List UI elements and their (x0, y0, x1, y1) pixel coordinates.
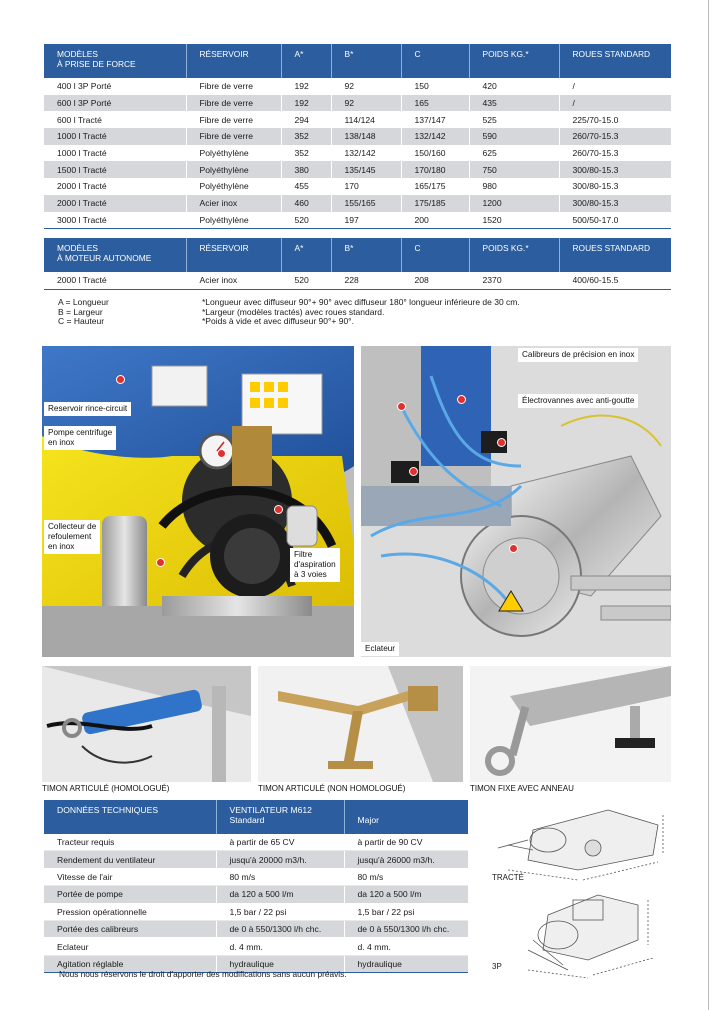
table-cell: 228 (331, 272, 401, 289)
table-cell: 980 (469, 178, 559, 195)
callout-electrovannes: Électrovannes avec anti-goutte (518, 394, 638, 408)
legend-line: B = Largeur (58, 306, 103, 317)
col-header: B* (331, 238, 401, 272)
callout-dot (156, 558, 165, 567)
table-cell: Fibre de verre (186, 78, 281, 95)
timon-illustration (258, 666, 463, 782)
table-cell: 192 (281, 78, 331, 95)
table-cell: de 0 à 550/1300 l/h chc. (344, 920, 468, 937)
table-cell: 300/80-15.3 (559, 161, 671, 178)
sprayer-dimension-diagram (488, 800, 671, 980)
table-cell: Polyéthylène (186, 212, 281, 229)
photo-pump-assembly (42, 346, 354, 657)
table-cell: Polyéthylène (186, 161, 281, 178)
table-cell: 352 (281, 128, 331, 145)
table-cell: Portée des calibreurs (44, 920, 216, 937)
table-cell: Acier inox (186, 272, 281, 289)
table-cell: 165 (401, 95, 469, 112)
table-cell: 192 (281, 95, 331, 112)
table-row (44, 95, 671, 112)
spec-table-header (44, 238, 671, 272)
col-header: ROUES STANDARD (559, 44, 671, 78)
callout-filtre: Filtre d'aspiration à 3 voies (290, 548, 340, 582)
col-header: DONNÉES TECHNIQUES (44, 800, 216, 834)
table-cell: à partir de 90 CV (344, 834, 468, 851)
col-header: POIDS KG.* (469, 44, 559, 78)
table-cell: Polyéthylène (186, 145, 281, 162)
table-cell: 625 (469, 145, 559, 162)
callout-calibreurs: Calibreurs de précision en inox (518, 348, 638, 362)
table-cell: de 0 à 550/1300 l/h chc. (216, 920, 344, 937)
table-cell: 520 (281, 212, 331, 229)
table-cell: hydraulique (216, 955, 344, 972)
table-cell: 138/148 (331, 128, 401, 145)
table-row (44, 111, 671, 128)
table-cell: 114/124 (331, 111, 401, 128)
photo-timon-fixe (470, 666, 671, 782)
table-cell: Acier inox (186, 195, 281, 212)
table-cell: 260/70-15.3 (559, 145, 671, 162)
col-header: ROUES STANDARD (559, 238, 671, 272)
table-cell: jusqu'à 26000 m3/h. (344, 851, 468, 868)
table-cell: 1,5 bar / 22 psi (216, 903, 344, 920)
col-header: A* (281, 44, 331, 78)
callout-eclateur: Eclateur (361, 642, 399, 656)
table-cell: 352 (281, 145, 331, 162)
table-cell: 1520 (469, 212, 559, 229)
legend-line: C = Hauteur (58, 316, 105, 327)
table-row (44, 128, 671, 145)
table-cell: 500/50-17.0 (559, 212, 671, 229)
table-cell: 2000 l Tracté (44, 178, 186, 195)
table-cell: à partir de 65 CV (216, 834, 344, 851)
table-cell: 520 (281, 272, 331, 289)
spec-table-engine (44, 238, 671, 290)
table-row (44, 145, 671, 162)
spec-table-header (44, 44, 671, 78)
table-cell: 460 (281, 195, 331, 212)
col-header: A* (281, 238, 331, 272)
table-cell: 1000 l Tracté (44, 128, 186, 145)
table-cell: 1000 l Tracté (44, 145, 186, 162)
table-cell: 208 (401, 272, 469, 289)
table-cell: 525 (469, 111, 559, 128)
table-cell: Eclateur (44, 938, 216, 955)
table-row (44, 851, 468, 868)
table-cell: 2000 l Tracté (44, 195, 186, 212)
pump-illustration (42, 346, 354, 657)
table-cell: 590 (469, 128, 559, 145)
col-header: MODÈLES À MOTEUR AUTONOME (44, 238, 186, 272)
table-row (44, 903, 468, 920)
table-cell: 260/70-15.3 (559, 128, 671, 145)
table-cell: hydraulique (344, 955, 468, 972)
table-cell: 155/165 (331, 195, 401, 212)
table-row (44, 78, 671, 95)
table-cell: d. 4 mm. (344, 938, 468, 955)
callout-pompe: Pompe centrifuge en inox (44, 426, 116, 450)
caption-timon-2: TIMON ARTICULÉ (NON HOMOLOGUÉ) (258, 784, 406, 793)
footer-note: Nous nous réservons le droit d'apporter des modifications sans aucun préavis. (59, 969, 347, 979)
col-header: Major (344, 800, 468, 834)
col-header: B* (331, 44, 401, 78)
footnote-line: *Longueur avec diffuseur 90°+ 90° avec diffuseur 180° longueur inférieure de 30 cm. (202, 297, 520, 307)
table-cell: 400/60-15.5 (559, 272, 671, 289)
table-cell: Rendement du ventilateur (44, 851, 216, 868)
col-header: RÉSERVOIR (186, 44, 281, 78)
table-cell: 750 (469, 161, 559, 178)
table-cell: d. 4 mm. (216, 938, 344, 955)
table-cell: 175/185 (401, 195, 469, 212)
caption-timon-1: TIMON ARTICULÉ (HOMOLOGUÉ) (42, 784, 170, 793)
table-cell: 420 (469, 78, 559, 95)
table-row (44, 938, 468, 955)
col-header: C (401, 44, 469, 78)
table-cell: 170/180 (401, 161, 469, 178)
table-cell: 455 (281, 178, 331, 195)
col-header: RÉSERVOIR (186, 238, 281, 272)
table-row (44, 834, 468, 851)
table-cell: 150 (401, 78, 469, 95)
table-cell: Tracteur requis (44, 834, 216, 851)
tech-data-table (44, 800, 468, 973)
table-row (44, 178, 671, 195)
table-cell: Fibre de verre (186, 95, 281, 112)
callout-dot (497, 438, 506, 447)
dimension-diagrams (488, 800, 671, 980)
callout-dot (509, 544, 518, 553)
table-cell: 435 (469, 95, 559, 112)
callout-dot (457, 395, 466, 404)
col-header: C (401, 238, 469, 272)
table-row (44, 886, 468, 903)
photo-valves-assembly (361, 346, 671, 657)
legend-line: A = Longueur (58, 297, 109, 307)
table-cell: 197 (331, 212, 401, 229)
table-cell: Fibre de verre (186, 111, 281, 128)
table-cell: Vitesse de l'air (44, 868, 216, 885)
table-cell: 135/145 (331, 161, 401, 178)
timon-illustration (42, 666, 251, 782)
callout-dot (116, 375, 125, 384)
table-cell: 600 l 3P Porté (44, 95, 186, 112)
legend-footnotes (202, 298, 520, 327)
table-cell: 92 (331, 95, 401, 112)
table-cell: 1500 l Tracté (44, 161, 186, 178)
table-cell: jusqu'à 20000 m3/h. (216, 851, 344, 868)
table-cell: 132/142 (401, 128, 469, 145)
spec-table-pto (44, 44, 671, 229)
table-cell: 200 (401, 212, 469, 229)
table-cell: 294 (281, 111, 331, 128)
callout-reservoir: Reservoir rince-circuit (44, 402, 131, 416)
col-header: MODÈLES À PRISE DE FORCE (44, 44, 186, 78)
table-cell: Fibre de verre (186, 128, 281, 145)
table-cell: 170 (331, 178, 401, 195)
callout-dot (217, 449, 226, 458)
tech-table-header (44, 800, 468, 834)
table-cell: 137/147 (401, 111, 469, 128)
table-cell: 165/175 (401, 178, 469, 195)
table-cell: da 120 a 500 l/m (216, 886, 344, 903)
table-row (44, 195, 671, 212)
photo-timon-articule-homologue (42, 666, 251, 782)
table-cell: / (559, 78, 671, 95)
table-cell: 80 m/s (216, 868, 344, 885)
timon-illustration (470, 666, 671, 782)
table-cell: Portée de pompe (44, 886, 216, 903)
footnote-line: *Poids à vide et avec diffuseur 90°+ 90°. (202, 316, 354, 327)
table-row (44, 920, 468, 937)
table-row (44, 212, 671, 229)
table-cell: 600 l Tracté (44, 111, 186, 128)
table-cell: 2000 l Tracté (44, 272, 186, 289)
callout-dot (397, 402, 406, 411)
table-cell: 2370 (469, 272, 559, 289)
col-header: VENTILATEUR M612 Standard (216, 800, 344, 834)
table-cell: 300/80-15.3 (559, 178, 671, 195)
callout-dot (274, 505, 283, 514)
table-cell: Polyéthylène (186, 178, 281, 195)
callout-collecteur: Collecteur de refoulement en inox (44, 520, 100, 554)
diagram-label-3p: 3P (492, 962, 502, 971)
caption-timon-3: TIMON FIXE AVEC ANNEAU (470, 784, 574, 793)
table-cell: 380 (281, 161, 331, 178)
table-row (44, 161, 671, 178)
diagram-label-tracte: TRACTÉ (492, 873, 524, 882)
photo-timon-articule-non-homologue (258, 666, 463, 782)
table-cell: 225/70-15.0 (559, 111, 671, 128)
table-cell: Pression opérationnelle (44, 903, 216, 920)
page-edge (708, 0, 709, 1010)
table-cell: 3000 l Tracté (44, 212, 186, 229)
table-row (44, 272, 671, 289)
table-cell: 1200 (469, 195, 559, 212)
table-cell: 300/80-15.3 (559, 195, 671, 212)
footnote-line: *Largeur (modèles tractés) avec roues standard. (202, 306, 385, 317)
table-cell: 150/160 (401, 145, 469, 162)
table-cell: 132/142 (331, 145, 401, 162)
table-cell: 1,5 bar / 22 psi (344, 903, 468, 920)
table-cell: / (559, 95, 671, 112)
table-cell: 80 m/s (344, 868, 468, 885)
table-cell: 400 l 3P Porté (44, 78, 186, 95)
table-cell: 92 (331, 78, 401, 95)
table-cell: da 120 a 500 l/m (344, 886, 468, 903)
col-header: POIDS KG.* (469, 238, 559, 272)
legend-dimensions (58, 298, 109, 327)
table-cell: Agitation réglable (44, 955, 216, 972)
valves-illustration (361, 346, 671, 657)
table-row (44, 868, 468, 885)
callout-dot (409, 467, 418, 476)
